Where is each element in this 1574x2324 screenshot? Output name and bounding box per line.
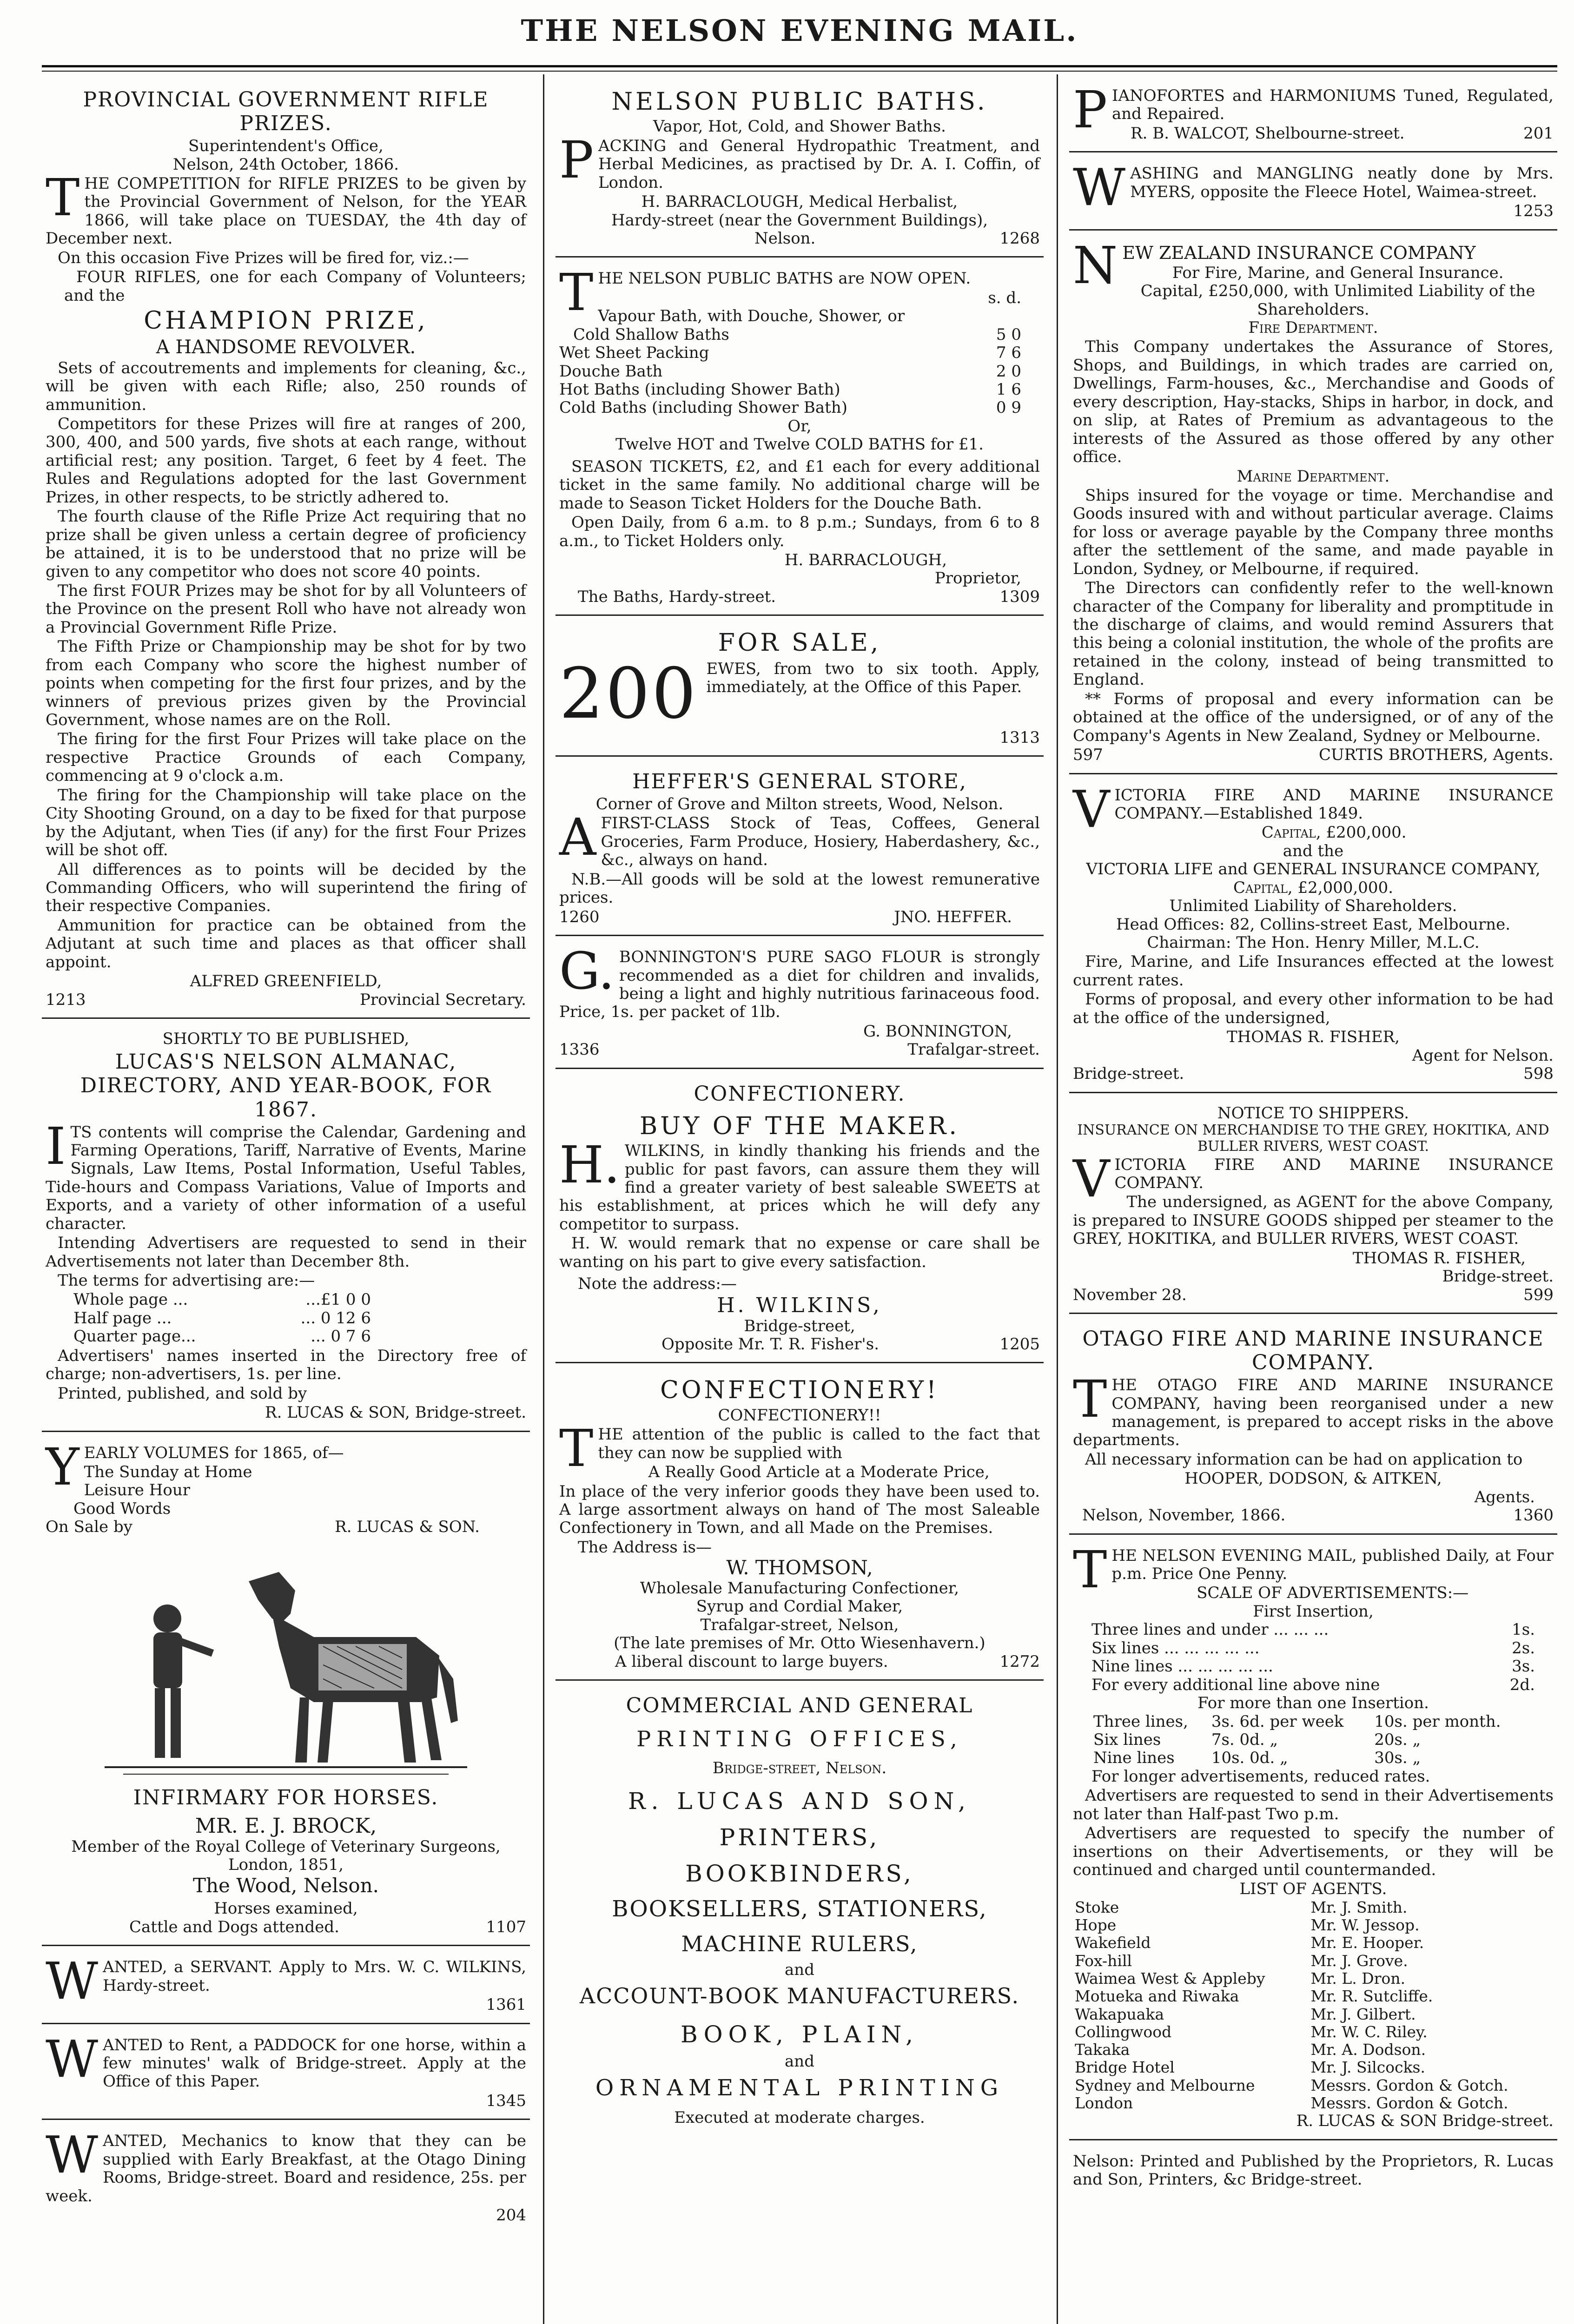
yearly-volumes-ad [42, 1439, 530, 1545]
wanted-mechanics-ad [42, 2126, 530, 2233]
for-sale-ad [556, 622, 1044, 757]
rifle-prizes-ad [42, 81, 530, 1019]
table-row [1073, 1899, 1554, 1916]
table-cell: 30s. „ [1374, 1749, 1421, 1768]
victoria-insurance-ad [1069, 781, 1557, 1093]
ad-line: Capital, £2,000,000. [1233, 878, 1394, 897]
price-label: Vapour Bath, with Douche, Shower, or [598, 307, 905, 326]
ad-line: Vapor, Hot, Cold, and Shower Baths. [653, 117, 946, 136]
ad-signature: THOMAS R. FISHER, [1226, 1028, 1400, 1047]
ad-subtitle: CONFECTIONERY!! [718, 1406, 881, 1425]
table-row [1073, 1970, 1554, 1987]
ad-paragraph: AFIRST-CLASS Stock of Teas, Coffees, General Groceries, Farm Produce, Hosiery, Haberdashery, &c., &c., always on hand. [559, 807, 1040, 870]
ad-signature: THOMAS R. FISHER, [1352, 1248, 1526, 1268]
ad-title: OTAGO FIRE AND MARINE INSURANCE COMPANY. [1082, 1327, 1544, 1375]
table-row [1073, 1952, 1554, 1970]
ad-paragraph: WANTED to Rent, a PADDOCK for one horse, within a few minutes' walk of Bridge-street. Apply at the Office of this Paper. [46, 2029, 526, 2091]
ad-number: 1107 [486, 1917, 526, 1936]
ad-number: 1313 [999, 728, 1040, 747]
price-label: Cold Baths (including Shower Bath) [559, 398, 847, 417]
agent-place: Waimea West & Appleby [1075, 1969, 1265, 1987]
ad-paragraph: The undersigned, as AGENT for the above Company, is prepared to INSURE GOODS shipped per steamer to the GREY, HOKITIKA, and BULLER RIVERS, WEST COAST. [1073, 1193, 1554, 1248]
ad-line: Hardy-street (near the Government Buildings), [611, 211, 988, 230]
agent-name: Messrs. Gordon & Gotch. [1310, 2093, 1508, 2112]
ad-line: ORNAMENTAL PRINTING [595, 2075, 1004, 2101]
table-row [1073, 1934, 1554, 1952]
ad-paragraph: PIANOFORTES and HARMONIUMS Tuned, Regulated, and Repaired. [1073, 81, 1554, 139]
ad-signature: G. BONNINGTON, [863, 1022, 1012, 1041]
ad-line: Capital, £200,000. [1261, 823, 1407, 842]
ad-paragraph: The first FOUR Prizes may be shot for by all Volunteers of the Province on the present Roll who have not already won a Provincial Government Rifle Prize. [46, 581, 526, 637]
ad-number: 1268 [999, 229, 1040, 248]
ad-title: VICTORIA LIFE and GENERAL INSURANCE COMPANY, [1086, 860, 1541, 879]
rate-value: ... 0 12 6 [300, 1308, 371, 1327]
ad-paragraph: Fire, Marine, and Life Insurances effected at the lowest current rates. [1073, 952, 1554, 990]
ad-paragraph: THE NELSON EVENING MAIL, published Daily, at Four p.m. Price One Penny. [1073, 1539, 1554, 1599]
rates-list [46, 1291, 526, 1346]
price-value: 5 0 [996, 325, 1021, 344]
ad-line: BOOK, PLAIN, [681, 2020, 919, 2048]
ad-title: NEW ZEALAND INSURANCE COMPANY [1073, 235, 1476, 295]
baths-open-ad [556, 264, 1044, 616]
ad-paragraph: WANTED, Mechanics to know that they can be supplied with Early Breakfast, at the Otago Dining Rooms, Bridge-street. Board and residence, 25s. per week. [46, 2125, 526, 2205]
ad-line: (The late premises of Mr. Otto Wiesenhavern.) [614, 1634, 985, 1653]
agent-name: Mr. L. Dron. [1310, 1969, 1406, 1987]
ad-paragraph: THE NELSON PUBLIC BATHS are NOW OPEN. [559, 263, 971, 323]
column-divider [543, 74, 544, 2324]
newspaper-page [42, 0, 1557, 2324]
ad-line: R. LUCAS AND SON, [628, 1788, 972, 1815]
ad-paragraph: THE OTAGO FIRE AND MARINE INSURANCE COMPANY, having been reorganised under a new management, is prepared to accept risks in the above departments. [1073, 1369, 1554, 1450]
agent-place: London [1075, 2093, 1133, 2112]
ad-line: Unlimited Liability of Shareholders. [1169, 897, 1457, 916]
ad-line: Note the address:— [578, 1274, 737, 1294]
ad-number: 1360 [1513, 1506, 1554, 1525]
table-row [1073, 1916, 1554, 1934]
column-3 [1069, 81, 1557, 2324]
ad-line: Cattle and Dogs attended. [129, 1917, 339, 1936]
ad-line: Wholesale Manufacturing Confectioner, [640, 1579, 959, 1598]
table-row [1091, 1713, 1528, 1731]
table-row [1073, 1987, 1554, 2005]
rate-label: Three lines and under ... ... ... [1091, 1620, 1329, 1639]
ad-signature: H. BARRACLOUGH, [784, 550, 947, 569]
ad-paragraph: The Fifth Prize or Championship may be shot for by two from each Company who score the highest number of points when competing for the first four prizes, and by the winners of previous prizes given by the Provincial Government, whose names are on the Roll. [46, 637, 526, 730]
ad-line: Chairman: The Hon. Henry Miller, M.L.C. [1147, 933, 1480, 952]
ad-line: The Wood, Nelson. [192, 1874, 379, 1897]
ad-line: PRINTERS, [719, 1824, 880, 1851]
ad-line: Executed at moderate charges. [674, 2108, 925, 2127]
ad-line: Member of the Royal College of Veterinary Surgeons, London, 1851, [71, 1837, 501, 1875]
ad-title: CONFECTIONERY! [660, 1376, 939, 1405]
rate-label: Half page ... [73, 1308, 172, 1327]
ad-line: PRINTING OFFICES, [636, 1726, 963, 1752]
ad-paragraph: FOUR RIFLES, one for each Company of Volunteers; and the [64, 268, 526, 305]
ad-title: PROVINCIAL GOVERNMENT RIFLE PRIZES. [83, 88, 489, 136]
table-row [1091, 1749, 1528, 1767]
ad-signature: W. THOMSON, [726, 1556, 873, 1579]
ad-role: Agents. [1474, 1487, 1535, 1506]
table-row [1091, 1731, 1528, 1749]
ad-line: and [785, 1961, 814, 1980]
ad-line: Head Offices: 82, Collins-street East, Melbourne. [1116, 915, 1511, 934]
evening-mail-ad [1069, 1541, 1557, 2140]
ad-paragraph: The firing for the first Four Prizes will take place on the respective Practice Grounds of each Company, commencing at 9 o'clock a.m. [46, 730, 526, 786]
ad-line: Bridge-street, Nelson. [712, 1758, 887, 1777]
masthead: THE NELSON EVENING MAIL. [521, 13, 1078, 48]
ad-line: H. BARRACLOUGH, Medical Herbalist, [641, 192, 958, 211]
table-row [1073, 2041, 1554, 2059]
price-value: 2 0 [996, 362, 1021, 381]
champion-prize-heading: CHAMPION PRIZE, [144, 307, 428, 335]
agent-name: Mr. J. Grove. [1310, 1951, 1408, 1970]
table-cell: 20s. „ [1374, 1730, 1421, 1749]
ad-line: Corner of Grove and Milton streets, Wood, Nelson. [595, 795, 1004, 814]
ad-number: 1260 [559, 907, 600, 926]
ad-line: MR. E. J. BROCK, [195, 1814, 377, 1838]
notice-to-shippers-ad [1069, 1100, 1557, 1314]
ad-number: 1336 [559, 1040, 600, 1059]
table-cell: 10s. per month. [1374, 1712, 1501, 1731]
ad-paragraph: All necessary information can be had on application to [1085, 1450, 1523, 1469]
rate-value: ...£1 0 0 [305, 1290, 371, 1309]
table-cell: Nine lines [1093, 1749, 1175, 1768]
ad-line: Capital, £250,000, with Unlimited Liability of the Shareholders. [1140, 282, 1535, 319]
table-cell: Three lines, [1093, 1712, 1188, 1731]
table-row [1073, 2094, 1554, 2112]
ad-title: VICTORIA FIRE AND MARINE INSURANCE COMPANY.—Established 1849. [1073, 779, 1554, 839]
ad-paragraph: PACKING and General Hydropathic Treatment, and Herbal Medicines, as practised by Dr. A. I. Coffin, of London. [559, 130, 1040, 192]
ad-paragraph: H. W. would remark that no expense or care shall be wanting on his part to give every satisfaction. [559, 1234, 1040, 1271]
ad-title: CONFECTIONERY. [694, 1082, 906, 1106]
column-2 [556, 81, 1044, 2324]
ad-paragraph: Advertisers are requested to specify the number of insertions on their Advertisements, or they will be continued and charged until countermanded. [1073, 1824, 1554, 1880]
price-label: Wet Sheet Packing [559, 343, 709, 363]
ad-line: For Fire, Marine, and General Insurance. [1172, 263, 1504, 282]
table-row [1073, 2023, 1554, 2041]
rate-value: 2d. [1509, 1675, 1535, 1694]
agent-place: Takaka [1075, 2040, 1130, 2059]
ad-paragraph: YEARLY VOLUMES for 1865, of— [46, 1437, 344, 1497]
thomson-confectionery-ad [556, 1370, 1044, 1681]
rate-value: 3s. [1512, 1657, 1535, 1676]
rate-value: 2s. [1512, 1638, 1535, 1657]
table-row [1073, 2006, 1554, 2023]
ad-paragraph: Forms of proposal, and every other information to be had at the office of the undersigned, [1073, 990, 1554, 1027]
ad-paragraph: Advertisers are requested to send in their Advertisements not later than Half-past Two p.m. [1073, 1786, 1554, 1823]
table-cell: Six lines [1093, 1730, 1161, 1749]
ad-paragraph: Ships insured for the voyage or time. Merchandise and Goods insured with and without particular average. Claims for loss or average payable by the Company three months after the settlement of the same, and made payable in London, Sydney, or Melbourne, if required. [1073, 486, 1554, 578]
table-row [1073, 2059, 1554, 2076]
table-row [1073, 2077, 1554, 2094]
ad-subtitle: BUY OF THE MAKER. [640, 1112, 959, 1140]
rate-label: Quarter page... [73, 1327, 196, 1346]
ad-line: and the [1283, 841, 1344, 860]
ad-title: INFIRMARY FOR HORSES. [133, 1785, 439, 1809]
rate-label: Nine lines ... ... ... ... ... [1091, 1657, 1273, 1676]
ad-number: 1345 [486, 2091, 526, 2110]
ad-line: Nelson. [754, 229, 816, 248]
ad-line: For longer advertisements, reduced rates. [1091, 1767, 1430, 1786]
table-cell: 10s. 0d. „ [1211, 1749, 1288, 1768]
ad-paragraph: The terms for advertising are:— [58, 1271, 315, 1290]
ad-paragraph: ITS contents will comprise the Calendar, Gardening and Farming Operations, Tariff, Narrative of Events, Marine Signals, Law Items, Postal Information, Useful Tables, Tide-hours and Compass Variations, Value of Imports and Exports, and a variety of other information of a useful character. [46, 1116, 526, 1233]
agent-place: Fox-hill [1075, 1951, 1132, 1970]
ad-paragraph: Advertisers' names inserted in the Directory free of charge; non-advertisers, 1s. per line. [46, 1346, 526, 1384]
ad-line: Superintendent's Office, [188, 137, 384, 156]
ad-number: 1361 [486, 1995, 526, 2014]
table-cell: 3s. 6d. per week [1211, 1712, 1344, 1731]
ad-line: Trafalgar-street. [907, 1040, 1040, 1059]
agent-name: Mr. E. Hooper. [1310, 1934, 1424, 1952]
ad-number: 599 [1523, 1285, 1554, 1304]
ad-number: 201 [1523, 124, 1554, 143]
ad-line: INSURANCE ON MERCHANDISE TO THE GREY, HOKITIKA, AND BULLER RIVERS, WEST COAST. [1077, 1122, 1549, 1155]
ad-line: and [785, 2052, 814, 2071]
list-item: The Sunday at Home [84, 1462, 252, 1481]
agent-name: Mr. J. Silcocks. [1310, 2058, 1425, 2077]
ad-paragraph: This Company undertakes the Assurance of Stores, Shops, and Buildings, in which trades are carried on, Dwellings, Farm-houses, &c., Merchandise and Goods of every description, Hay-stacks, Ships in harbor, in dock, and on slip, at Rates of Premium as advantageous to the interests of the Assured as those offered by any other office. [1073, 337, 1554, 467]
rate-value: ... 0 7 6 [311, 1327, 371, 1346]
otago-insurance-ad [1069, 1320, 1557, 1535]
table-cell: 7s. 0d. „ [1211, 1730, 1278, 1749]
ad-title: FOR SALE, [718, 629, 881, 657]
ad-subheading: Fire Department. [1248, 318, 1378, 337]
ad-line: The Baths, Hardy-street. [578, 587, 776, 606]
ad-role: Agent for Nelson. [1412, 1046, 1554, 1065]
ad-signature: R. B. WALCOT, Shelbourne-street. [1131, 124, 1405, 143]
wanted-paddock-ad [42, 2031, 530, 2120]
ad-line: Or, [787, 416, 812, 436]
ad-paragraph: SEASON TICKETS, £2, and £1 each for every additional ticket in the same family. No additional charge will be made to Season Ticket Holders for the Douche Bath. [559, 457, 1040, 513]
ad-line: MACHINE RULERS, [681, 1931, 918, 1956]
agent-name: Mr. W. Jessop. [1310, 1916, 1420, 1934]
ad-line: Opposite Mr. T. R. Fisher's. [661, 1335, 880, 1354]
heffer-store-ad [556, 763, 1044, 936]
ad-title: HEFFER'S GENERAL STORE, [632, 770, 967, 793]
ad-line: Bridge-street. [1442, 1267, 1554, 1286]
ad-paragraph: In place of the very inferior goods they have been used to. A large assortment always on hand of The most Saleable Confectionery in Town, and all Made on the Premises. [559, 1482, 1040, 1538]
almanac-ad [42, 1025, 530, 1432]
ad-line: The Address is— [578, 1538, 712, 1557]
price-value: 7 6 [996, 343, 1021, 363]
column-divider [1057, 74, 1058, 2324]
ad-signature: H. WILKINS, [717, 1293, 882, 1317]
ad-line: On Sale by [46, 1518, 132, 1537]
infirmary-ad [42, 1552, 530, 1947]
ad-line: Syrup and Cordial Maker, [696, 1597, 903, 1616]
price-label: Cold Shallow Baths [573, 325, 729, 344]
ad-line: A HANDSOME REVOLVER. [156, 337, 416, 358]
ad-number: 1253 [1513, 202, 1554, 221]
ad-line: Bridge-street, [744, 1316, 855, 1335]
agent-place: Stoke [1075, 1898, 1119, 1916]
ad-paragraph: WANTED, a SERVANT. Apply to Mrs. W. C. WILKINS, Hardy-street. [46, 1951, 526, 2011]
ad-number: 1309 [999, 587, 1040, 606]
ad-paragraph: All differences as to points will be decided by the Commanding Officers, who will superintend the firing of their respective Companies. [46, 860, 526, 916]
ad-number: 1272 [999, 1652, 1040, 1671]
agent-name: Mr. W. C. Riley. [1310, 2022, 1428, 2041]
ad-paragraph: Competitors for these Prizes will fire at ranges of 200, 300, 400, and 500 yards, five shots at each range, without artificial rest; any position. Target, 6 feet by 4 feet. The Rules and Regulations adopted for the last Government Prizes, in other respects, to be strictly adhered to. [46, 415, 526, 507]
agent-name: Mr. J. Smith. [1310, 1898, 1408, 1916]
ad-paragraph: Ammunition for practice can be obtained from the Adjutant at such time and places as that officer shall appoint. [46, 916, 526, 971]
ad-line: BOOKSELLERS, STATIONERS, [612, 1896, 987, 1922]
ad-paragraph: Printed, published, and sold by [58, 1384, 307, 1403]
ad-paragraph: WASHING and MANGLING neatly done by Mrs. MYERS, opposite the Fleece Hotel, Waimea-street. [1073, 158, 1554, 218]
price-header: s. d. [988, 288, 1021, 307]
ad-title: NELSON PUBLIC BATHS. [611, 88, 988, 116]
ad-subheading: SCALE OF ADVERTISEMENTS:— [1197, 1584, 1469, 1603]
ad-paragraph: ** Forms of proposal and every information can be obtained at the office of the undersigned, or of any of the Company's Agents in New Zealand, Sydney or Melbourne. [1073, 689, 1554, 745]
agent-place: Collingwood [1075, 2022, 1172, 2041]
list-item: Good Words [73, 1499, 171, 1518]
ad-signature: JNO. HEFFER. [894, 907, 1012, 926]
agent-place: Sydney and Melbourne [1075, 2076, 1255, 2094]
wilkins-confectionery-ad [556, 1076, 1044, 1364]
ad-number: 1205 [999, 1335, 1040, 1354]
ad-signature: R. LUCAS & SON, Bridge-street. [265, 1403, 526, 1422]
ad-paragraph: Intending Advertisers are requested to send in their Advertisements not later than December 8th. [46, 1234, 526, 1271]
rate-label: Whole page ... [73, 1290, 188, 1309]
column-1 [42, 81, 530, 2324]
horse-engraving-image [95, 1563, 476, 1781]
public-baths-ad [556, 81, 1044, 257]
agent-name: Mr. A. Dodson. [1310, 2040, 1426, 2059]
ad-line: Horses examined, [214, 1899, 358, 1918]
ad-paragraph: THE COMPETITION for RIFLE PRIZES to be given by the Provincial Government of Nelson, for the YEAR 1866, will take place on TUESDAY, the 4th day of December next. [46, 167, 526, 248]
ad-number: 598 [1523, 1064, 1554, 1083]
agent-place: Hope [1075, 1916, 1117, 1934]
agent-name: Messrs. Gordon & Gotch. [1310, 2076, 1508, 2094]
ad-line: Bridge-street. [1073, 1064, 1184, 1083]
ad-title: COMMERCIAL AND GENERAL [626, 1694, 973, 1718]
printing-offices-ad [556, 1687, 1044, 2135]
price-label: Douche Bath [559, 362, 663, 381]
ad-title: VICTORIA FIRE AND MARINE INSURANCE COMPANY. [1073, 1149, 1554, 1208]
big-number: 200 [559, 659, 698, 729]
ad-paragraph: G.BONNINGTON'S PURE SAGO FLOUR is strongly recommended as a diet for children and invalids, being a light and highly nutritious farinaceous food. Price, 1s. per packet of 1lb. [559, 941, 1040, 1022]
pianofortes-ad [1069, 81, 1557, 152]
ad-paragraph: The firing for the Championship will take place on the City Shooting Ground, on a day to be fixed for that purpose by the Adjutant, when Ties (if any) for the first Four Prizes will be shot off. [46, 786, 526, 860]
washing-ad [1069, 159, 1557, 230]
ad-line: Nelson, 24th October, 1866. [172, 155, 399, 174]
ad-signature: ALFRED GREENFIELD, [190, 972, 382, 991]
imprint-text: Nelson: Printed and Published by the Proprietors, R. Lucas and Son, Printers, &c Bridge-street. [1073, 2152, 1554, 2189]
ad-paragraph: The Directors can confidently refer to the well-known character of the Company for liberality and promptitude in the discharge of claims, and would remind Assurers that this being a colonial institution, the whole of the profits are retained in the colony, instead of being transmitted to England. [1073, 579, 1554, 689]
price-label: Hot Baths (including Shower Bath) [559, 380, 840, 399]
ad-paragraph: THE attention of the public is called to the fact that they can now be supplied with [559, 1419, 1040, 1479]
rate-label: Six lines ... ... ... ... ... [1091, 1638, 1260, 1657]
ad-paragraph: Open Daily, from 6 a.m. to 8 p.m.; Sundays, from 6 to 8 a.m., to Ticket Holders only. [559, 513, 1040, 550]
ad-title: LUCAS'S NELSON ALMANAC, DIRECTORY, AND YEAR-BOOK, FOR 1867. [80, 1050, 492, 1122]
ad-paragraph: EWES, from two to six tooth. Apply, immediately, at the Office of this Paper. [706, 659, 1040, 696]
agent-place: Wakapuaka [1075, 2005, 1164, 2023]
ad-line: A Really Good Article at a Moderate Price, [648, 1463, 990, 1482]
ad-signature: R. LUCAS & SON. [335, 1518, 480, 1537]
ad-line: BOOKBINDERS, [685, 1860, 914, 1888]
rate-label: For every additional line above nine [1091, 1675, 1380, 1694]
ad-title: NOTICE TO SHIPPERS. [1217, 1103, 1409, 1122]
ad-signature: R. LUCAS & SON Bridge-street. [1296, 2112, 1554, 2131]
ad-line: ACCOUNT-BOOK MANUFACTURERS. [579, 1983, 1020, 2009]
ad-date: November 28. [1073, 1285, 1187, 1304]
ad-signature: HOOPER, DODSON, & AITKEN, [1184, 1469, 1442, 1488]
imprint [1069, 2147, 1557, 2199]
rate-value: 1s. [1512, 1620, 1535, 1639]
ad-paragraph: On this occasion Five Prizes will be fired for, viz.:— [58, 248, 469, 267]
ad-date: Nelson, November, 1866. [1082, 1506, 1286, 1525]
ad-paragraph: N.B.—All goods will be sold at the lowest remunerative prices. [559, 870, 1040, 907]
ad-paragraph: Sets of accoutrements and implements for cleaning, &c., will be given with each Rifle; also, 250 rounds of ammunition. [46, 358, 526, 414]
ad-line: First Insertion, [1253, 1602, 1374, 1621]
sago-flour-ad [556, 943, 1044, 1069]
price-value: 1 6 [996, 380, 1021, 399]
ad-number: 597 [1073, 746, 1103, 765]
agent-name: Mr. J. Gilbert. [1310, 2005, 1416, 2023]
ad-role: Provincial Secretary. [360, 990, 526, 1009]
ad-line: Trafalgar-street, Nelson, [700, 1615, 899, 1634]
agent-place: Bridge Hotel [1075, 2058, 1175, 2077]
ad-line: For more than one Insertion. [1197, 1694, 1429, 1713]
agent-place: Wakefield [1075, 1934, 1151, 1952]
agent-place: Motueka and Riwaka [1075, 1987, 1239, 2006]
ad-paragraph: The fourth clause of the Rifle Prize Act requiring that no prize shall be given unless a certain degree of proficiency be attained, it is to be understood that no prize will be given to any competitor who does not score 40 points. [46, 507, 526, 581]
ad-line: SHORTLY TO BE PUBLISHED, [162, 1030, 410, 1049]
ad-subheading: Marine Department. [1237, 467, 1390, 486]
ad-paragraph: H.WILKINS, in kindly thanking his friends and the public for past favors, can assure them they will find a greater variety of best saleable SWEETS at his establishment, at prices which he will defy any competitor to surpass. [559, 1135, 1040, 1234]
masthead-rule [42, 65, 1557, 67]
agent-name: Mr. R. Sutcliffe. [1310, 1987, 1433, 2006]
ad-line: Twelve HOT and Twelve COLD BATHS for £1. [615, 435, 984, 454]
masthead-rule-thin [42, 71, 1557, 72]
ad-line: A liberal discount to large buyers. [615, 1652, 888, 1671]
agents-table [1073, 1899, 1554, 2112]
rate-table [1091, 1713, 1528, 1768]
ad-role: Proprietor, [934, 569, 1021, 588]
ad-number: 1213 [46, 990, 86, 1009]
price-value: 0 9 [996, 398, 1021, 417]
wanted-servant-ad [42, 1953, 530, 2024]
list-item: Leisure Hour [84, 1481, 190, 1500]
ad-signature: CURTIS BROTHERS, Agents. [1318, 746, 1554, 765]
ad-subheading: LIST OF AGENTS. [1239, 1880, 1387, 1899]
nz-insurance-ad [1069, 237, 1557, 774]
ad-number: 204 [496, 2206, 526, 2225]
